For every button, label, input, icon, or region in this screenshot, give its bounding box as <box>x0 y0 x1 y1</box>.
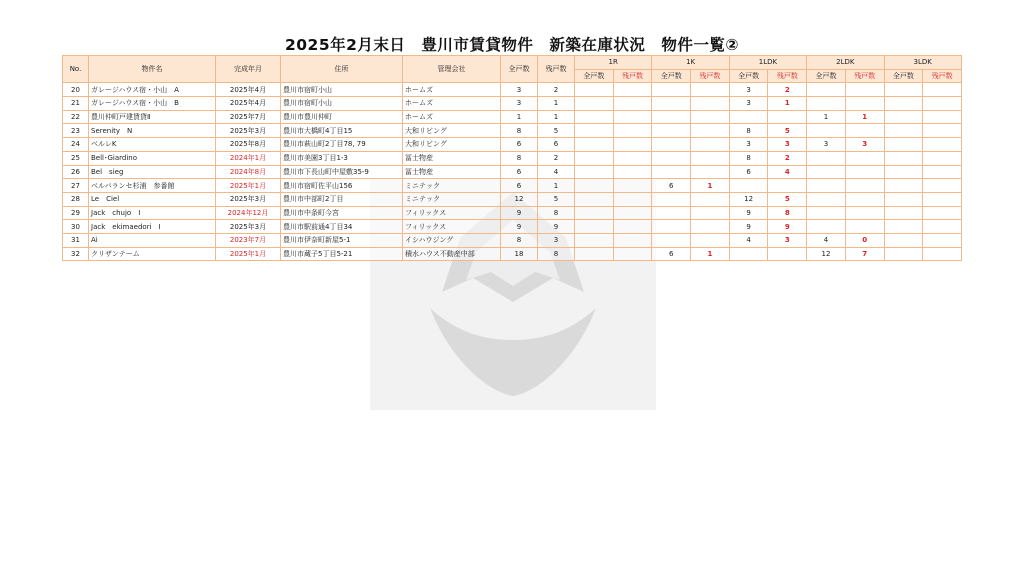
cell-address: 豊川市豊川仲町 <box>281 110 403 124</box>
cell-name: ベルレK <box>89 138 216 152</box>
cell-type-remaining <box>845 83 884 97</box>
cell-type-remaining <box>691 192 730 206</box>
cell-type-remaining <box>613 151 652 165</box>
cell-total: 6 <box>501 165 538 179</box>
sub-remaining: 残戸数 <box>923 69 962 83</box>
cell-type-remaining <box>768 110 807 124</box>
cell-type-total <box>575 192 614 206</box>
cell-type-remaining <box>691 83 730 97</box>
table-header <box>63 56 962 83</box>
col-no: No. <box>63 56 89 83</box>
cell-remaining: 3 <box>538 233 575 247</box>
cell-total: 9 <box>501 220 538 234</box>
cell-total: 1 <box>501 110 538 124</box>
cell-total: 6 <box>501 138 538 152</box>
cell-type-remaining <box>691 97 730 111</box>
cell-address: 豊川市宿町小山 <box>281 83 403 97</box>
cell-type-remaining <box>845 206 884 220</box>
cell-name: Jack ekimaedori Ⅰ <box>89 220 216 234</box>
cell-type-total <box>652 165 691 179</box>
page-title: 2025年2月末日 豊川市賃貸物件 新築在庫状況 物件一覧② <box>284 36 740 54</box>
cell-type-remaining <box>613 247 652 261</box>
cell-name: 豊川仲町戸建賃貸Ⅱ <box>89 110 216 124</box>
cell-name: ベルバランセ杉浦 参番館 <box>89 179 216 193</box>
cell-type-total <box>575 97 614 111</box>
cell-total: 3 <box>501 83 538 97</box>
cell-type-remaining <box>613 220 652 234</box>
cell-type-total: 6 <box>729 165 768 179</box>
cell-company: 大和リビング <box>403 124 501 138</box>
cell-type-remaining <box>923 206 962 220</box>
cell-type-total: 4 <box>729 233 768 247</box>
cell-type-total <box>729 179 768 193</box>
cell-type-total <box>575 165 614 179</box>
cell-type-total <box>652 192 691 206</box>
cell-type-total <box>884 165 923 179</box>
cell-no: 27 <box>63 179 89 193</box>
cell-company: フィリックス <box>403 220 501 234</box>
cell-address: 豊川市下長山町中屋敷35-9 <box>281 165 403 179</box>
table-row <box>63 138 962 152</box>
table-row <box>63 233 962 247</box>
cell-type-remaining <box>845 124 884 138</box>
col-name: 物件名 <box>89 56 216 83</box>
col-type-2ldk: 2LDK <box>807 56 884 70</box>
table-row <box>63 206 962 220</box>
cell-address: 豊川市大橋町4丁目15 <box>281 124 403 138</box>
col-company: 管理会社 <box>403 56 501 83</box>
cell-type-remaining: 1 <box>845 110 884 124</box>
cell-type-total <box>575 179 614 193</box>
cell-type-total <box>807 151 846 165</box>
table-body <box>63 83 962 261</box>
cell-remaining: 8 <box>538 206 575 220</box>
cell-built: 2025年4月 <box>216 97 281 111</box>
cell-type-remaining: 7 <box>845 247 884 261</box>
cell-type-remaining <box>768 179 807 193</box>
cell-name: クリザンテーム <box>89 247 216 261</box>
cell-no: 20 <box>63 83 89 97</box>
cell-company: ホームズ <box>403 110 501 124</box>
cell-company: 冨士物産 <box>403 151 501 165</box>
sub-remaining: 残戸数 <box>845 69 884 83</box>
sub-total: 全戸数 <box>652 69 691 83</box>
cell-type-total <box>807 165 846 179</box>
cell-type-remaining <box>613 110 652 124</box>
cell-type-remaining <box>845 165 884 179</box>
cell-type-total: 12 <box>807 247 846 261</box>
cell-type-remaining <box>613 206 652 220</box>
cell-type-remaining <box>923 220 962 234</box>
table-row <box>63 83 962 97</box>
cell-remaining: 9 <box>538 220 575 234</box>
cell-type-total <box>575 124 614 138</box>
cell-type-remaining <box>845 151 884 165</box>
cell-company: ミニテック <box>403 179 501 193</box>
cell-name: Bell･Giardino <box>89 151 216 165</box>
cell-built: 2025年3月 <box>216 192 281 206</box>
cell-no: 25 <box>63 151 89 165</box>
cell-type-remaining <box>923 138 962 152</box>
cell-type-total <box>884 192 923 206</box>
cell-type-total: 9 <box>729 206 768 220</box>
cell-address: 豊川市伊奈町新屋5-1 <box>281 233 403 247</box>
cell-type-remaining: 1 <box>768 97 807 111</box>
cell-type-remaining <box>613 165 652 179</box>
cell-no: 29 <box>63 206 89 220</box>
cell-type-total <box>884 83 923 97</box>
cell-company: ミニテック <box>403 192 501 206</box>
table-row <box>63 247 962 261</box>
cell-type-remaining: 1 <box>691 179 730 193</box>
cell-type-remaining: 8 <box>768 206 807 220</box>
cell-name: Ai <box>89 233 216 247</box>
col-type-1r: 1R <box>575 56 652 70</box>
table-row <box>63 124 962 138</box>
cell-type-total <box>575 110 614 124</box>
cell-total: 9 <box>501 206 538 220</box>
sub-total: 全戸数 <box>729 69 768 83</box>
cell-type-total <box>575 206 614 220</box>
cell-type-total <box>884 206 923 220</box>
cell-address: 豊川市中条町今宮 <box>281 206 403 220</box>
cell-total: 6 <box>501 179 538 193</box>
cell-type-total <box>807 97 846 111</box>
cell-remaining: 1 <box>538 97 575 111</box>
cell-remaining: 4 <box>538 165 575 179</box>
sub-total: 全戸数 <box>807 69 846 83</box>
cell-type-total: 9 <box>729 220 768 234</box>
cell-type-total <box>575 83 614 97</box>
cell-built: 2024年12月 <box>216 206 281 220</box>
table-row <box>63 179 962 193</box>
col-remaining: 残戸数 <box>538 56 575 83</box>
cell-type-remaining <box>691 206 730 220</box>
cell-type-remaining <box>845 192 884 206</box>
cell-type-remaining <box>613 138 652 152</box>
cell-total: 8 <box>501 124 538 138</box>
cell-type-remaining <box>923 165 962 179</box>
cell-type-total: 3 <box>807 138 846 152</box>
cell-type-total <box>652 138 691 152</box>
cell-type-remaining: 0 <box>845 233 884 247</box>
cell-address: 豊川市宿町佐平山156 <box>281 179 403 193</box>
cell-name: Le Ciel <box>89 192 216 206</box>
cell-type-remaining <box>613 233 652 247</box>
cell-type-total <box>884 220 923 234</box>
cell-type-total: 3 <box>729 97 768 111</box>
cell-remaining: 5 <box>538 192 575 206</box>
sub-total: 全戸数 <box>575 69 614 83</box>
sub-remaining: 残戸数 <box>768 69 807 83</box>
cell-type-total <box>884 124 923 138</box>
cell-type-remaining <box>923 247 962 261</box>
cell-type-total <box>884 179 923 193</box>
cell-no: 24 <box>63 138 89 152</box>
col-type-1k: 1K <box>652 56 729 70</box>
cell-name: Jack chujo Ⅰ <box>89 206 216 220</box>
cell-address: 豊川市蔵子5丁目5-21 <box>281 247 403 261</box>
cell-type-total <box>807 83 846 97</box>
cell-total: 3 <box>501 97 538 111</box>
cell-type-total <box>884 233 923 247</box>
cell-company: ホームズ <box>403 83 501 97</box>
table-row <box>63 110 962 124</box>
cell-name: Serenity N <box>89 124 216 138</box>
cell-type-total <box>652 83 691 97</box>
cell-remaining: 2 <box>538 83 575 97</box>
cell-type-total: 12 <box>729 192 768 206</box>
cell-type-remaining: 2 <box>768 83 807 97</box>
cell-type-total <box>729 110 768 124</box>
cell-type-total <box>807 124 846 138</box>
cell-type-remaining: 2 <box>768 151 807 165</box>
cell-type-total <box>729 247 768 261</box>
cell-address: 豊川市美園3丁目1-3 <box>281 151 403 165</box>
cell-type-remaining <box>691 233 730 247</box>
cell-type-remaining <box>923 124 962 138</box>
cell-built: 2025年3月 <box>216 220 281 234</box>
cell-type-total <box>652 151 691 165</box>
cell-type-total <box>652 220 691 234</box>
table-row <box>63 192 962 206</box>
cell-type-remaining: 5 <box>768 192 807 206</box>
cell-type-remaining <box>691 220 730 234</box>
table-row <box>63 151 962 165</box>
cell-type-total <box>884 247 923 261</box>
cell-company: イシハウジング <box>403 233 501 247</box>
cell-company: 大和リビング <box>403 138 501 152</box>
cell-type-remaining: 4 <box>768 165 807 179</box>
cell-type-remaining <box>923 192 962 206</box>
cell-built: 2025年1月 <box>216 179 281 193</box>
cell-company: 積水ハウス不動産中部 <box>403 247 501 261</box>
cell-type-total <box>884 97 923 111</box>
cell-type-remaining <box>923 110 962 124</box>
cell-type-total: 8 <box>729 124 768 138</box>
cell-type-remaining <box>923 179 962 193</box>
cell-built: 2024年8月 <box>216 165 281 179</box>
col-type-1ldk: 1LDK <box>729 56 806 70</box>
cell-type-remaining <box>923 83 962 97</box>
cell-built: 2025年1月 <box>216 247 281 261</box>
cell-no: 28 <box>63 192 89 206</box>
cell-type-remaining: 5 <box>768 124 807 138</box>
cell-name: Bel sieg <box>89 165 216 179</box>
cell-type-remaining: 3 <box>768 233 807 247</box>
cell-type-total <box>575 220 614 234</box>
cell-type-remaining <box>691 138 730 152</box>
cell-type-remaining <box>923 97 962 111</box>
cell-type-total <box>652 97 691 111</box>
sub-remaining: 残戸数 <box>691 69 730 83</box>
cell-built: 2025年8月 <box>216 138 281 152</box>
cell-type-remaining <box>613 83 652 97</box>
table-row <box>63 220 962 234</box>
table-row <box>63 97 962 111</box>
cell-built: 2024年1月 <box>216 151 281 165</box>
col-total: 全戸数 <box>501 56 538 83</box>
cell-type-remaining <box>845 97 884 111</box>
cell-type-total <box>575 151 614 165</box>
cell-address: 豊川市中部町2丁目 <box>281 192 403 206</box>
cell-type-remaining: 3 <box>768 138 807 152</box>
sub-remaining: 残戸数 <box>613 69 652 83</box>
cell-address: 豊川市萩山町2丁目78, 79 <box>281 138 403 152</box>
cell-no: 31 <box>63 233 89 247</box>
cell-type-total <box>575 233 614 247</box>
cell-type-remaining: 9 <box>768 220 807 234</box>
cell-type-total <box>652 124 691 138</box>
sub-total: 全戸数 <box>884 69 923 83</box>
cell-type-total <box>807 206 846 220</box>
cell-type-total <box>807 220 846 234</box>
cell-remaining: 6 <box>538 138 575 152</box>
cell-type-remaining <box>768 247 807 261</box>
cell-type-remaining <box>613 179 652 193</box>
col-type-3ldk: 3LDK <box>884 56 961 70</box>
cell-type-remaining <box>923 151 962 165</box>
col-address: 住所 <box>281 56 403 83</box>
cell-remaining: 2 <box>538 151 575 165</box>
cell-address: 豊川市駅前通4丁目34 <box>281 220 403 234</box>
cell-total: 8 <box>501 151 538 165</box>
cell-type-total <box>575 138 614 152</box>
cell-type-total: 3 <box>729 83 768 97</box>
cell-type-total: 1 <box>807 110 846 124</box>
cell-address: 豊川市宿町小山 <box>281 97 403 111</box>
cell-type-remaining <box>845 179 884 193</box>
cell-type-total <box>652 110 691 124</box>
cell-company: 冨士物産 <box>403 165 501 179</box>
col-built: 完成年月 <box>216 56 281 83</box>
cell-built: 2025年4月 <box>216 83 281 97</box>
cell-company: ホームズ <box>403 97 501 111</box>
table-row <box>63 165 962 179</box>
cell-total: 12 <box>501 192 538 206</box>
cell-type-total <box>884 151 923 165</box>
cell-no: 23 <box>63 124 89 138</box>
cell-type-total: 4 <box>807 233 846 247</box>
cell-type-total: 6 <box>652 247 691 261</box>
cell-type-remaining <box>923 233 962 247</box>
cell-company: フィリックス <box>403 206 501 220</box>
cell-remaining: 1 <box>538 110 575 124</box>
cell-no: 21 <box>63 97 89 111</box>
cell-remaining: 5 <box>538 124 575 138</box>
cell-type-total <box>652 233 691 247</box>
cell-type-total <box>807 192 846 206</box>
cell-type-remaining: 3 <box>845 138 884 152</box>
cell-type-total <box>807 179 846 193</box>
cell-type-total <box>575 247 614 261</box>
cell-no: 30 <box>63 220 89 234</box>
cell-no: 32 <box>63 247 89 261</box>
cell-built: 2025年3月 <box>216 124 281 138</box>
cell-type-total: 8 <box>729 151 768 165</box>
cell-type-remaining <box>691 151 730 165</box>
inventory-table <box>62 55 962 261</box>
cell-type-remaining <box>613 192 652 206</box>
cell-total: 8 <box>501 233 538 247</box>
cell-name: ガレージハウス宿・小山 B <box>89 97 216 111</box>
cell-built: 2023年7月 <box>216 233 281 247</box>
cell-type-total <box>652 206 691 220</box>
cell-type-remaining <box>613 124 652 138</box>
cell-built: 2025年7月 <box>216 110 281 124</box>
cell-name: ガレージハウス宿・小山 A <box>89 83 216 97</box>
cell-type-total: 6 <box>652 179 691 193</box>
cell-type-remaining <box>613 97 652 111</box>
cell-no: 22 <box>63 110 89 124</box>
cell-type-total: 3 <box>729 138 768 152</box>
cell-type-remaining <box>691 124 730 138</box>
cell-remaining: 8 <box>538 247 575 261</box>
cell-type-total <box>884 138 923 152</box>
cell-remaining: 1 <box>538 179 575 193</box>
cell-type-remaining <box>845 220 884 234</box>
cell-type-remaining <box>691 165 730 179</box>
cell-total: 18 <box>501 247 538 261</box>
cell-type-remaining <box>691 110 730 124</box>
cell-no: 26 <box>63 165 89 179</box>
cell-type-remaining: 1 <box>691 247 730 261</box>
cell-type-total <box>884 110 923 124</box>
